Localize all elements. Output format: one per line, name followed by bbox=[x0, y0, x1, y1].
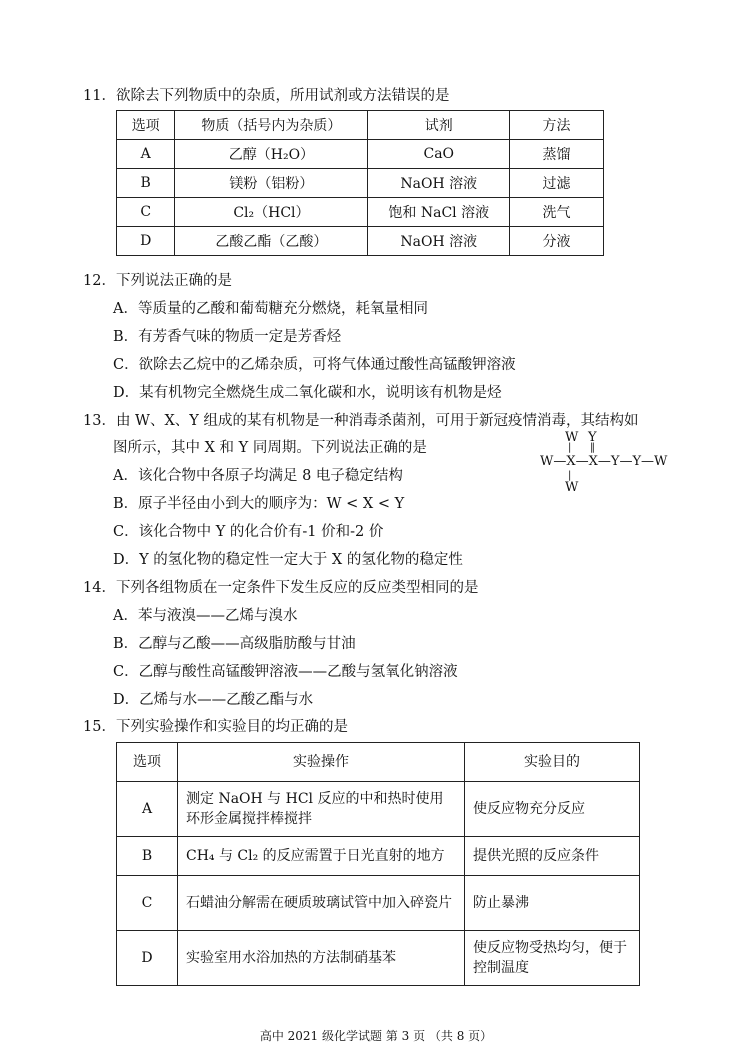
table-cell: 过滤 bbox=[510, 169, 604, 198]
q13-option-a: A．该化合物中各原子均满足 8 电子稳定结构 bbox=[113, 468, 403, 484]
table-cell: A bbox=[117, 782, 178, 837]
table-row bbox=[117, 782, 640, 837]
q13-option-b: B．原子半径由小到大的顺序为：W < X < Y bbox=[113, 496, 405, 512]
table-cell: NaOH 溶液 bbox=[368, 227, 510, 256]
col-header: 实验操作 bbox=[178, 743, 465, 782]
table-cell: 镁粉（铝粉） bbox=[175, 169, 368, 198]
table-cell: 蒸馏 bbox=[510, 140, 604, 169]
q14-option-c: C．乙醇与酸性高锰酸钾溶液——乙酸与氢氧化钠溶液 bbox=[113, 664, 458, 680]
table-cell: D bbox=[117, 227, 175, 256]
table-cell: 石蜡油分解需在硬质玻璃试管中加入碎瓷片 bbox=[178, 876, 465, 931]
col-header: 选项 bbox=[117, 743, 178, 782]
atom-bottom-w: W bbox=[565, 480, 579, 495]
table-cell: D bbox=[117, 931, 178, 986]
col-header: 选项 bbox=[117, 111, 175, 140]
single-bond: | bbox=[568, 470, 572, 481]
q13-option-c: C．该化合物中 Y 的化合价有-1 价和-2 价 bbox=[113, 524, 384, 540]
table-cell: 使反应物充分反应 bbox=[465, 782, 640, 837]
table-row bbox=[117, 931, 640, 986]
q14-option-b: B．乙醇与乙酸——高级脂肪酸与甘油 bbox=[113, 636, 356, 652]
table-cell: 洗气 bbox=[510, 198, 604, 227]
table-cell: 测定 NaOH 与 HCl 反应的中和热时使用环形金属搅拌棒搅拌 bbox=[178, 782, 465, 837]
table-header-row bbox=[117, 743, 640, 782]
table-cell: A bbox=[117, 140, 175, 169]
table-row bbox=[117, 140, 604, 169]
main-chain: W—X—X—Y—Y—W bbox=[540, 454, 668, 469]
q13-stem-line2: 图所示，其中 X 和 Y 同周期。下列说法正确的是 bbox=[113, 440, 427, 456]
table-cell: C bbox=[117, 198, 175, 227]
q12-stem: 12．下列说法正确的是 bbox=[83, 273, 232, 289]
table-row bbox=[117, 876, 640, 931]
structural-formula bbox=[540, 430, 670, 500]
table-row bbox=[117, 837, 640, 876]
q12-option-b: B．有芳香气味的物质一定是芳香烃 bbox=[113, 329, 342, 345]
table-cell: B bbox=[117, 169, 175, 198]
table-cell: 乙酸乙酯（乙酸） bbox=[175, 227, 368, 256]
table-cell: B bbox=[117, 837, 178, 876]
page-footer: 高中 2021 级化学试题 第 3 页 （共 8 页） bbox=[259, 1029, 493, 1043]
q11-table bbox=[116, 110, 604, 256]
q14-stem: 14．下列各组物质在一定条件下发生反应的反应类型相同的是 bbox=[83, 580, 479, 596]
col-header: 物质（括号内为杂质） bbox=[175, 111, 368, 140]
table-cell: 实验室用水浴加热的方法制硝基苯 bbox=[178, 931, 465, 986]
table-cell: CH₄ 与 Cl₂ 的反应需置于日光直射的地方 bbox=[178, 837, 465, 876]
table-row bbox=[117, 169, 604, 198]
col-header: 试剂 bbox=[368, 111, 510, 140]
atom-top-w: W bbox=[565, 430, 579, 445]
q13-stem-line1: 13．由 W、X、Y 组成的某有机物是一种消毒杀菌剂，可用于新冠疫情消毒，其结构如 bbox=[83, 413, 639, 429]
table-cell: NaOH 溶液 bbox=[368, 169, 510, 198]
q11-stem: 11．欲除去下列物质中的杂质，所用试剂或方法错误的是 bbox=[83, 88, 450, 104]
table-cell: 提供光照的反应条件 bbox=[465, 837, 640, 876]
table-cell: C bbox=[117, 876, 178, 931]
col-header: 方法 bbox=[510, 111, 604, 140]
q14-option-a: A．苯与液溴——乙烯与溴水 bbox=[113, 608, 298, 624]
q14-option-d: D．乙烯与水——乙酸乙酯与水 bbox=[113, 692, 314, 708]
q12-option-c: C．欲除去乙烷中的乙烯杂质，可将气体通过酸性高锰酸钾溶液 bbox=[113, 357, 516, 373]
q12-option-d: D．某有机物完全燃烧生成二氧化碳和水，说明该有机物是烃 bbox=[113, 385, 502, 401]
table-cell: 使反应物受热均匀，便于控制温度 bbox=[465, 931, 640, 986]
table-cell: 乙醇（H₂O） bbox=[175, 140, 368, 169]
table-cell: 分液 bbox=[510, 227, 604, 256]
col-header: 实验目的 bbox=[465, 743, 640, 782]
table-cell: Cl₂（HCl） bbox=[175, 198, 368, 227]
q15-table bbox=[116, 742, 640, 986]
table-cell: 防止暴沸 bbox=[465, 876, 640, 931]
table-cell: CaO bbox=[368, 140, 510, 169]
table-header-row bbox=[117, 111, 604, 140]
q13-option-d: D．Y 的氢化物的稳定性一定大于 X 的氢化物的稳定性 bbox=[113, 552, 463, 568]
atom-top-y: Y bbox=[588, 430, 597, 445]
double-bond: ‖ bbox=[590, 442, 595, 453]
single-bond: | bbox=[568, 442, 572, 453]
q15-stem: 15．下列实验操作和实验目的均正确的是 bbox=[83, 719, 348, 735]
table-cell: 饱和 NaCl 溶液 bbox=[368, 198, 510, 227]
table-row bbox=[117, 198, 604, 227]
table-row bbox=[117, 227, 604, 256]
q12-option-a: A．等质量的乙酸和葡萄糖充分燃烧，耗氧量相同 bbox=[113, 301, 428, 317]
